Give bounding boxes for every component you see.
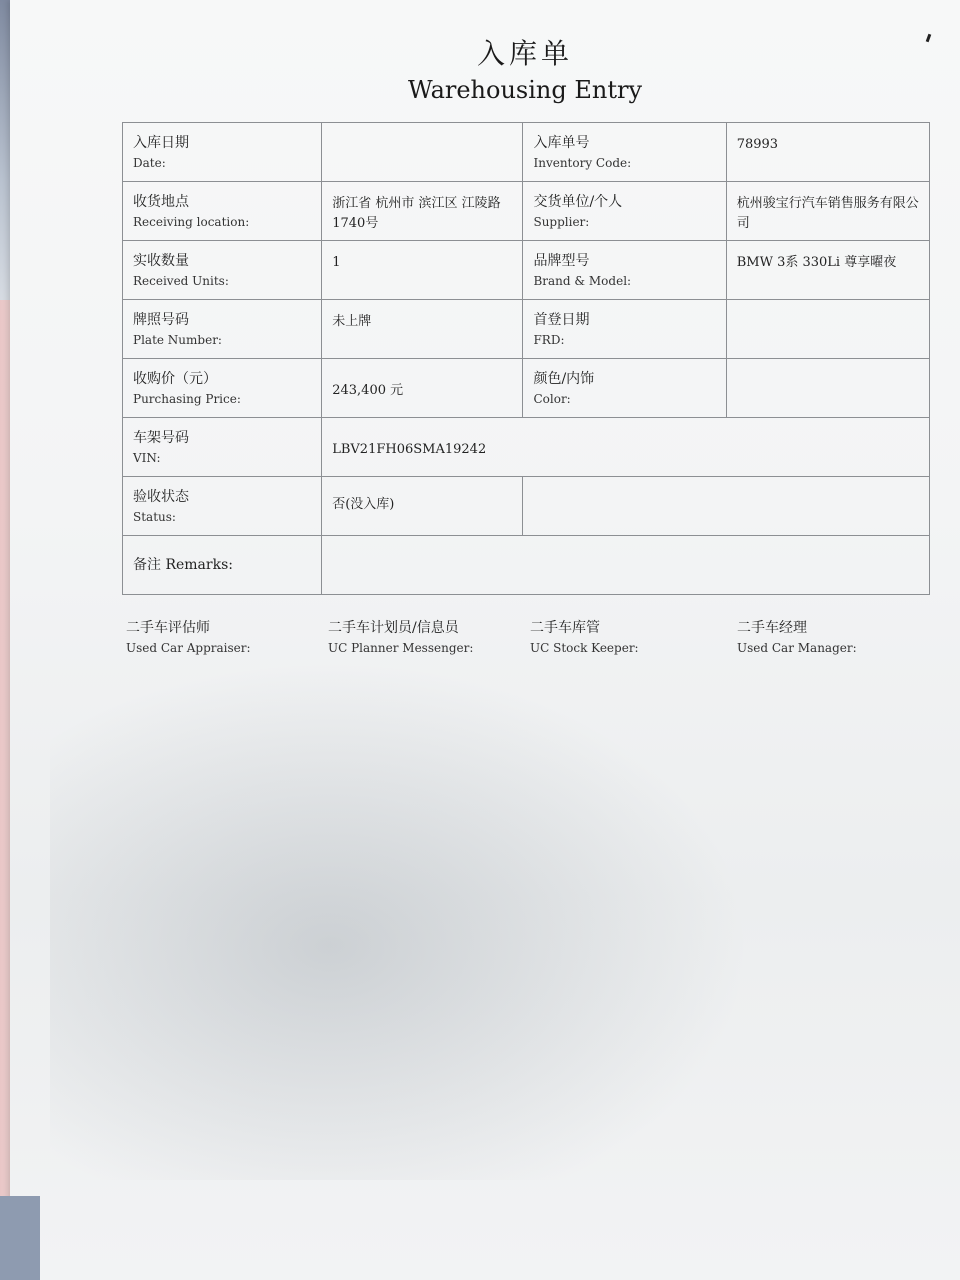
- inventory-code-cell: [726, 123, 929, 182]
- status-label-cn: 验收状态: [133, 489, 189, 505]
- status-label-cell: [123, 477, 322, 536]
- signature-stock-keeper-cn: 二手车库管: [530, 620, 600, 636]
- plate-cell: [322, 300, 523, 359]
- row-vin: [123, 418, 930, 477]
- date-label-cell: [123, 123, 322, 182]
- plate-label-cell: [123, 300, 322, 359]
- inventory-code-label-cn: 入库单号: [533, 135, 590, 151]
- brand-model-value: BMW 3系 330Li 尊享曜夜: [736, 255, 897, 270]
- signature-manager: [737, 618, 857, 658]
- vin-cell: [322, 418, 930, 477]
- frd-label-cell: [523, 300, 726, 359]
- location-label-en: Receiving location:: [133, 215, 250, 229]
- status-cell: [322, 477, 523, 536]
- units-label-cell: [123, 241, 322, 300]
- inventory-code-label-en: Inventory Code:: [533, 156, 632, 170]
- price-cell: [322, 359, 523, 418]
- location-label-cell: [123, 182, 322, 241]
- row-units: [123, 241, 930, 300]
- signature-manager-cn: 二手车经理: [737, 620, 807, 636]
- color-label-cn: 颜色/内饰: [533, 371, 595, 387]
- supplier-label-cell: [523, 182, 726, 241]
- price-label-cell: [123, 359, 322, 418]
- remarks-label-cell: [123, 536, 322, 595]
- vin-label-cn: 车架号码: [133, 430, 189, 446]
- entry-form-table: [122, 122, 930, 595]
- remarks-value: [322, 536, 930, 595]
- frd-value: [726, 300, 929, 359]
- brand-model-label-en: Brand & Model:: [533, 274, 632, 288]
- title-chinese: 入库单: [476, 37, 573, 70]
- signature-planner: [328, 618, 473, 658]
- plate-value: 未上牌: [332, 314, 372, 329]
- signature-appraiser-cn: 二手车评估师: [126, 620, 210, 636]
- date-label-cn: 入库日期: [133, 135, 189, 151]
- inventory-code-label-cell: [523, 123, 726, 182]
- units-cell: [322, 241, 523, 300]
- row-location: [123, 182, 930, 241]
- remarks-label: 备注 Remarks:: [133, 557, 233, 573]
- inventory-code-value: 78993: [736, 137, 779, 152]
- units-label-cn: 实收数量: [133, 253, 189, 269]
- frd-label-en: FRD:: [533, 333, 565, 347]
- price-label-en: Purchasing Price:: [133, 392, 241, 406]
- supplier-cell: [726, 182, 929, 241]
- signature-planner-cn: 二手车计划员/信息员: [328, 620, 459, 636]
- signature-appraiser-en: Used Car Appraiser:: [126, 641, 251, 655]
- signature-stock-keeper-en: UC Stock Keeper:: [530, 641, 639, 655]
- location-value: 浙江省 杭州市 滨江区 江陵路1740号: [332, 196, 501, 231]
- plate-label-cn: 牌照号码: [133, 312, 189, 328]
- color-label-en: Color:: [533, 392, 571, 406]
- date-value: [322, 123, 523, 182]
- vin-label-cell: [123, 418, 322, 477]
- brand-model-cell: [726, 241, 929, 300]
- row-remarks: [123, 536, 930, 595]
- hand-shadow: [50, 660, 750, 1180]
- warehousing-entry-sheet: [10, 0, 960, 1280]
- plate-label-en: Plate Number:: [133, 333, 222, 347]
- row-plate: [123, 300, 930, 359]
- date-label-en: Date:: [133, 156, 166, 170]
- background-surface: [0, 1196, 40, 1280]
- row-status: [123, 477, 930, 536]
- units-value: 1: [332, 255, 341, 270]
- row-date: [123, 123, 930, 182]
- status-value: 否(没入库): [332, 497, 395, 512]
- signature-appraiser: [126, 618, 251, 658]
- supplier-label-en: Supplier:: [533, 215, 590, 229]
- status-extra-cell: [523, 477, 930, 536]
- location-label-cn: 收货地点: [133, 194, 189, 210]
- price-value: 243,400 元: [332, 383, 404, 398]
- supplier-value: 杭州骏宝行汽车销售服务有限公司: [736, 196, 919, 231]
- signature-planner-en: UC Planner Messenger:: [328, 641, 474, 655]
- units-label-en: Received Units:: [133, 274, 229, 288]
- price-label-cn: 收购价（元）: [133, 371, 217, 387]
- color-value: [726, 359, 929, 418]
- brand-model-label-cell: [523, 241, 726, 300]
- brand-model-label-cn: 品牌型号: [533, 253, 590, 269]
- supplier-label-cn: 交货单位/个人: [533, 194, 623, 210]
- location-cell: [322, 182, 523, 241]
- color-label-cell: [523, 359, 726, 418]
- vin-label-en: VIN:: [133, 451, 161, 465]
- status-label-en: Status:: [133, 510, 176, 524]
- signature-row: [126, 618, 946, 668]
- row-price: [123, 359, 930, 418]
- signature-manager-en: Used Car Manager:: [737, 641, 857, 655]
- vin-value: LBV21FH06SMA19242: [332, 442, 487, 457]
- frd-label-cn: 首登日期: [533, 312, 590, 328]
- title-english: Warehousing Entry: [407, 76, 643, 104]
- signature-stock-keeper: [530, 618, 639, 658]
